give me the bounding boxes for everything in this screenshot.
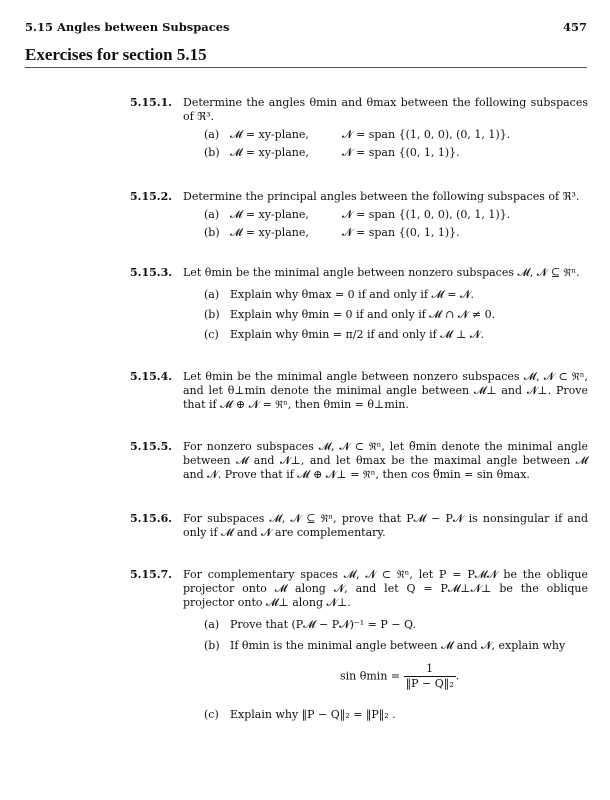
exercise-5-15-3 <box>130 266 590 346</box>
part-text: Prove that (P𝓜 − P𝓝)⁻¹ = P − Q. <box>230 618 416 631</box>
formula-denominator: ‖P − Q‖₂ <box>405 677 454 690</box>
exercise-text-line: Let θmin be the minimal angle between nonzero subspaces 𝓜, 𝓝 ⊂ ℜⁿ, <box>183 370 588 383</box>
subspace-m: 𝓜 = xy-plane, <box>230 128 309 141</box>
exercise-part <box>204 208 510 222</box>
exercise-part <box>204 146 460 160</box>
exercise-part <box>204 328 484 342</box>
exercise-number: 5.15.1. <box>130 96 173 109</box>
exercise-number: 5.15.6. <box>130 512 173 525</box>
exercise-text-line: of ℜ³. <box>183 110 215 123</box>
subspace-m: 𝓜 = xy-plane, <box>230 226 309 239</box>
exercise-5-15-1 <box>130 96 590 166</box>
part-label: (a) <box>204 128 220 141</box>
exercise-5-15-6 <box>130 512 590 544</box>
part-label: (b) <box>204 226 220 239</box>
part-text: Explain why ‖P − Q‖₂ = ‖P‖₂ . <box>230 708 396 721</box>
exercise-number: 5.15.7. <box>130 568 173 581</box>
exercise-text-line: and 𝓝. Prove that if 𝓜 ⊕ 𝓝⊥ = ℜⁿ, then cos θ̃min = sin θmax. <box>183 468 530 481</box>
exercise-text-line: Determine the angles θmin and θmax between the following subspaces <box>183 96 588 109</box>
exercise-5-15-5 <box>130 440 590 486</box>
exercise-5-15-2 <box>130 190 590 246</box>
exercise-text-line: Let θmin be the minimal angle between nonzero subspaces 𝓜, 𝓝 ⊆ ℜⁿ. <box>183 266 580 279</box>
formula-numerator: 1 <box>404 662 456 677</box>
part-label: (a) <box>204 288 220 301</box>
exercise-text-line: projector onto 𝓜⊥ along 𝓝⊥. <box>183 596 351 609</box>
exercise-text-line: For complementary spaces 𝓜, 𝓝 ⊂ ℜⁿ, let P = P𝓜𝓝 be the oblique <box>183 568 588 581</box>
part-text: Explain why θmax = 0 if and only if 𝓜 = 𝓝. <box>230 288 475 301</box>
part-label: (a) <box>204 618 220 631</box>
part-label: (c) <box>204 328 219 341</box>
page-header <box>25 20 587 38</box>
exercise-part <box>204 226 460 240</box>
exercise-text-line: between 𝓜 and 𝓝⊥, and let θmax be the maximal angle between 𝓜 <box>183 454 588 467</box>
part-label: (b) <box>204 639 220 652</box>
exercises-heading: Exercises for section 5.15 <box>25 45 207 64</box>
formula-lhs: sin θmin = <box>340 669 401 683</box>
exercise-part <box>204 288 474 302</box>
subspace-n: 𝓝 = span {(0, 1, 1)}. <box>342 226 460 239</box>
exercise-number: 5.15.4. <box>130 370 173 383</box>
part-text: Explain why θmin = 0 if and only if 𝓜 ∩ 𝓝 ≠ 0. <box>230 308 496 321</box>
subspace-m: 𝓜 = xy-plane, <box>230 208 309 221</box>
exercise-text-line: Determine the principal angles between the following subspaces of ℜ³. <box>183 190 580 203</box>
exercise-5-15-4 <box>130 370 590 416</box>
part-text: Explain why θmin = π/2 if and only if 𝓜 ⊥ 𝓝. <box>230 328 484 341</box>
subspace-n: 𝓝 = span {(0, 1, 1)}. <box>342 146 460 159</box>
exercise-number: 5.15.3. <box>130 266 173 279</box>
exercise-part <box>204 618 416 632</box>
page-number: 457 <box>562 20 587 34</box>
subspace-n: 𝓝 = span {(1, 0, 0), (0, 1, 1)}. <box>342 208 511 221</box>
part-label: (c) <box>204 708 219 721</box>
exercise-text-line: projector onto 𝓜 along 𝓝, and let Q = P𝓜⊥𝓝⊥ be the oblique <box>183 582 588 595</box>
exercise-text-line: that if 𝓜 ⊕ 𝓝 = ℜⁿ, then θmin = θ⊥min. <box>183 398 409 411</box>
exercise-number: 5.15.2. <box>130 190 173 203</box>
part-label: (b) <box>204 146 220 159</box>
exercise-text-line: only if 𝓜 and 𝓝 are complementary. <box>183 526 386 539</box>
exercise-part <box>204 639 565 653</box>
exercise-part <box>204 308 495 322</box>
part-label: (b) <box>204 308 220 321</box>
sine-formula <box>340 662 459 691</box>
formula-period: . <box>455 669 460 683</box>
part-label: (a) <box>204 208 220 221</box>
exercise-number: 5.15.5. <box>130 440 173 453</box>
exercise-text-line: For nonzero subspaces 𝓜, 𝓝 ⊂ ℜⁿ, let θ̃min denote the minimal angle <box>183 440 588 453</box>
exercise-text-line: and let θ⊥min denote the minimal angle between 𝓜⊥ and 𝓝⊥. Prove <box>183 384 588 397</box>
exercise-part <box>204 708 396 722</box>
subspace-n: 𝓝 = span {(1, 0, 0), (0, 1, 1)}. <box>342 128 511 141</box>
formula-fraction <box>404 662 456 691</box>
part-text: If θmin is the minimal angle between 𝓜 and 𝓝, explain why <box>230 639 566 652</box>
exercise-5-15-7 <box>130 568 590 768</box>
subspace-m: 𝓜 = xy-plane, <box>230 146 309 159</box>
running-section-title: 5.15 Angles between Subspaces <box>25 20 230 34</box>
heading-rule <box>25 67 587 68</box>
exercise-part <box>204 128 510 142</box>
exercise-text-line: For subspaces 𝓜, 𝓝 ⊆ ℜⁿ, prove that P𝓜 − P𝓝 is nonsingular if and <box>183 512 588 525</box>
